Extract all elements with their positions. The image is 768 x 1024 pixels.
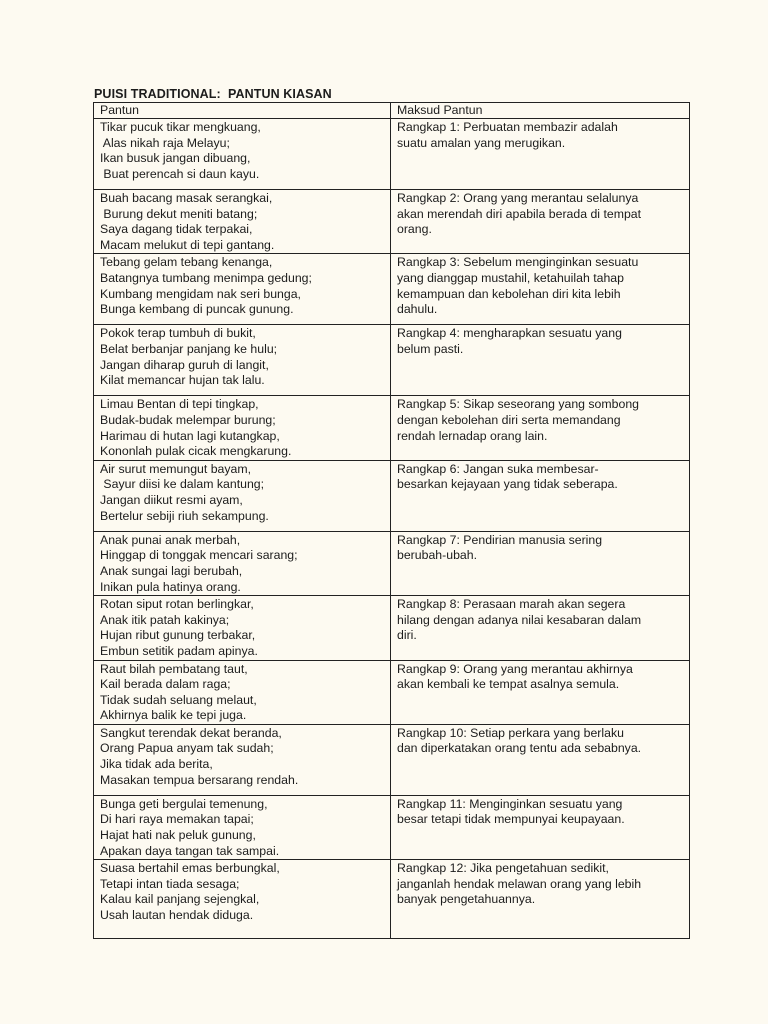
table-row <box>94 190 690 254</box>
pantun-line: Di hari raya memakan tapai; <box>100 812 254 827</box>
maksud-line: rendah lernadap orang lain. <box>397 428 548 443</box>
pantun-line: Tikar pucuk tikar mengkuang, <box>100 120 261 134</box>
pantun-line: Anak itik patah kakinya; <box>100 612 230 627</box>
pantun-line: Limau Bentan di tepi tingkap, <box>100 397 259 412</box>
maksud-line: dan diperkatakan orang tentu ada sebabnya. <box>397 741 642 756</box>
pantun-line: Buah bacang masak serangkai, <box>100 191 273 205</box>
table-row <box>94 119 690 190</box>
table-row <box>94 795 690 859</box>
pantun-line: Inikan pula hatinya orang. <box>100 579 241 594</box>
maksud-line: yang dianggap mustahil, ketahuilah tahap <box>397 270 624 285</box>
maksud-line: Rangkap 3: Sebelum menginginkan sesuatu <box>397 255 639 270</box>
pantun-line: Kalau kail panjang sejengkal, <box>100 892 260 907</box>
pantun-line: Burung dekut meniti batang; <box>100 206 258 221</box>
maksud-cell <box>391 531 690 595</box>
pantun-line: Bunga geti bergulai temenung, <box>100 796 268 811</box>
maksud-line: Rangkap 8: Perasaan marah akan segera <box>397 597 626 612</box>
pantun-cell <box>94 860 391 939</box>
maksud-line: janganlah hendak melawan orang yang lebih <box>397 876 642 891</box>
maksud-line: suatu amalan yang merugikan. <box>397 135 566 150</box>
maksud-cell <box>391 724 690 795</box>
maksud-line: dengan kebolehan diri serta memandang <box>397 412 621 427</box>
maksud-line: Rangkap 2: Orang yang merantau selalunya <box>397 191 639 205</box>
maksud-line: besarkan kejayaan yang tidak seberapa. <box>397 477 618 492</box>
pantun-line: Pokok terap tumbuh di bukit, <box>100 326 256 341</box>
pantun-line: Kilat memancar hujan tak lalu. <box>100 373 265 388</box>
pantun-line: Suasa bertahil emas berbungkal, <box>100 861 280 876</box>
pantun-line: Masakan tempua bersarang rendah. <box>100 772 299 787</box>
maksud-line: banyak pengetahuannya. <box>397 892 536 907</box>
pantun-cell <box>94 254 391 325</box>
pantun-line: Jangan diikut resmi ayam, <box>100 492 243 507</box>
pantun-line: Tebang gelam tebang kenanga, <box>100 255 273 270</box>
pantun-line: Bertelur sebiji riuh sekampung. <box>100 508 269 523</box>
pantun-line: Orang Papua anyam tak sudah; <box>100 741 274 756</box>
pantun-line: Sangkut terendak dekat beranda, <box>100 725 282 740</box>
pantun-line: Tetapi intan tiada sesaga; <box>100 876 240 891</box>
table-row <box>94 660 690 724</box>
maksud-cell <box>391 795 690 859</box>
pantun-line: Air surut memungut bayam, <box>100 461 252 476</box>
maksud-cell <box>391 254 690 325</box>
pantun-line: Buat perencah si daun kayu. <box>100 166 260 181</box>
maksud-cell <box>391 596 690 660</box>
maksud-line: Rangkap 6: Jangan suka membesar- <box>397 461 599 476</box>
pantun-cell <box>94 724 391 795</box>
document-title: PUISI TRADITIONAL: PANTUN KIASAN <box>94 87 332 101</box>
pantun-line: Tidak sudah seluang melaut, <box>100 692 257 707</box>
pantun-line: Anak punai anak merbah, <box>100 532 241 547</box>
pantun-cell <box>94 119 391 190</box>
table-row <box>94 860 690 939</box>
pantun-line: Sayur diisi ke dalam kantung; <box>100 477 265 492</box>
maksud-cell <box>391 860 690 939</box>
maksud-cell <box>391 660 690 724</box>
maksud-line: Rangkap 10: Setiap perkara yang berlaku <box>397 725 624 740</box>
pantun-line: Jika tidak ada berita, <box>100 757 213 772</box>
maksud-line: besar tetapi tidak mempunyai keupayaan. <box>397 812 625 827</box>
pantun-line: Hujan ribut gunung terbakar, <box>100 628 256 643</box>
pantun-cell <box>94 396 391 460</box>
pantun-cell <box>94 190 391 254</box>
pantun-line: Ikan busuk jangan dibuang, <box>100 151 251 166</box>
table-row <box>94 396 690 460</box>
header-pantun: Pantun <box>94 103 391 119</box>
maksud-line: hilang dengan adanya nilai kesabaran dalam <box>397 612 642 627</box>
pantun-line: Harimau di hutan lagi kutangkap, <box>100 428 280 443</box>
pantun-line: Macam melukut di tepi gantang. <box>100 237 275 252</box>
table-row <box>94 325 690 396</box>
maksud-cell <box>391 119 690 190</box>
pantun-line: Budak-budak melempar burung; <box>100 412 276 427</box>
maksud-line: berubah-ubah. <box>397 548 477 563</box>
maksud-line: orang. <box>397 222 432 237</box>
pantun-line: Batangnya tumbang menimpa gedung; <box>100 270 312 285</box>
pantun-line: Saya dagang tidak terpakai, <box>100 222 253 237</box>
pantun-cell <box>94 325 391 396</box>
pantun-line: Embun setitik padam apinya. <box>100 643 258 658</box>
pantun-line: Apakan daya tangan tak sampai. <box>100 843 280 858</box>
pantun-line: Kumbang mengidam nak seri bunga, <box>100 286 301 301</box>
maksud-line: kemampuan dan kebolehan diri kita lebih <box>397 286 621 301</box>
maksud-line: dahulu. <box>397 302 438 317</box>
maksud-line: Rangkap 1: Perbuatan membazir adalah <box>397 120 618 134</box>
pantun-line: Akhirnya balik ke tepi juga. <box>100 708 247 723</box>
maksud-line: akan merendah diri apabila berada di tempat <box>397 206 642 221</box>
pantun-line: Hajat hati nak peluk gunung, <box>100 828 256 843</box>
maksud-cell <box>391 396 690 460</box>
pantun-line: Hinggap di tonggak mencari sarang; <box>100 548 298 563</box>
maksud-line: diri. <box>397 628 417 643</box>
pantun-line: Usah lautan hendak diduga. <box>100 908 254 923</box>
table-row <box>94 724 690 795</box>
maksud-line: Rangkap 5: Sikap seseorang yang sombong <box>397 397 639 412</box>
maksud-line: Rangkap 12: Jika pengetahuan sedikit, <box>397 861 609 876</box>
header-maksud-pantun: Maksud Pantun <box>391 103 690 119</box>
pantun-cell <box>94 795 391 859</box>
pantun-line: Kail berada dalam raga; <box>100 677 231 692</box>
pantun-line: Bunga kembang di puncak gunung. <box>100 302 294 317</box>
maksud-line: Rangkap 7: Pendirian manusia sering <box>397 532 603 547</box>
table-row <box>94 531 690 595</box>
pantun-line: Rotan siput rotan berlingkar, <box>100 597 254 612</box>
table-row <box>94 254 690 325</box>
pantun-line: Anak sungai lagi berubah, <box>100 563 243 578</box>
table-row <box>94 596 690 660</box>
pantun-line: Belat berbanjar panjang ke hulu; <box>100 341 278 356</box>
pantun-cell <box>94 460 391 531</box>
pantun-table <box>93 102 690 939</box>
pantun-cell <box>94 531 391 595</box>
maksud-cell <box>391 190 690 254</box>
maksud-cell <box>391 325 690 396</box>
maksud-line: Rangkap 9: Orang yang merantau akhirnya <box>397 661 633 676</box>
table-row <box>94 460 690 531</box>
pantun-line: Alas nikah raja Melayu; <box>100 135 230 150</box>
maksud-line: Rangkap 4: mengharapkan sesuatu yang <box>397 326 622 341</box>
pantun-line: Kononlah pulak cicak mengkarung. <box>100 444 292 459</box>
table-header-row <box>94 103 690 119</box>
maksud-cell <box>391 460 690 531</box>
maksud-line: belum pasti. <box>397 341 464 356</box>
maksud-line: akan kembali ke tempat asalnya semula. <box>397 677 620 692</box>
maksud-line: Rangkap 11: Menginginkan sesuatu yang <box>397 796 623 811</box>
pantun-cell <box>94 660 391 724</box>
pantun-cell <box>94 596 391 660</box>
pantun-line: Raut bilah pembatang taut, <box>100 661 248 676</box>
pantun-line: Jangan diharap guruh di langit, <box>100 357 269 372</box>
